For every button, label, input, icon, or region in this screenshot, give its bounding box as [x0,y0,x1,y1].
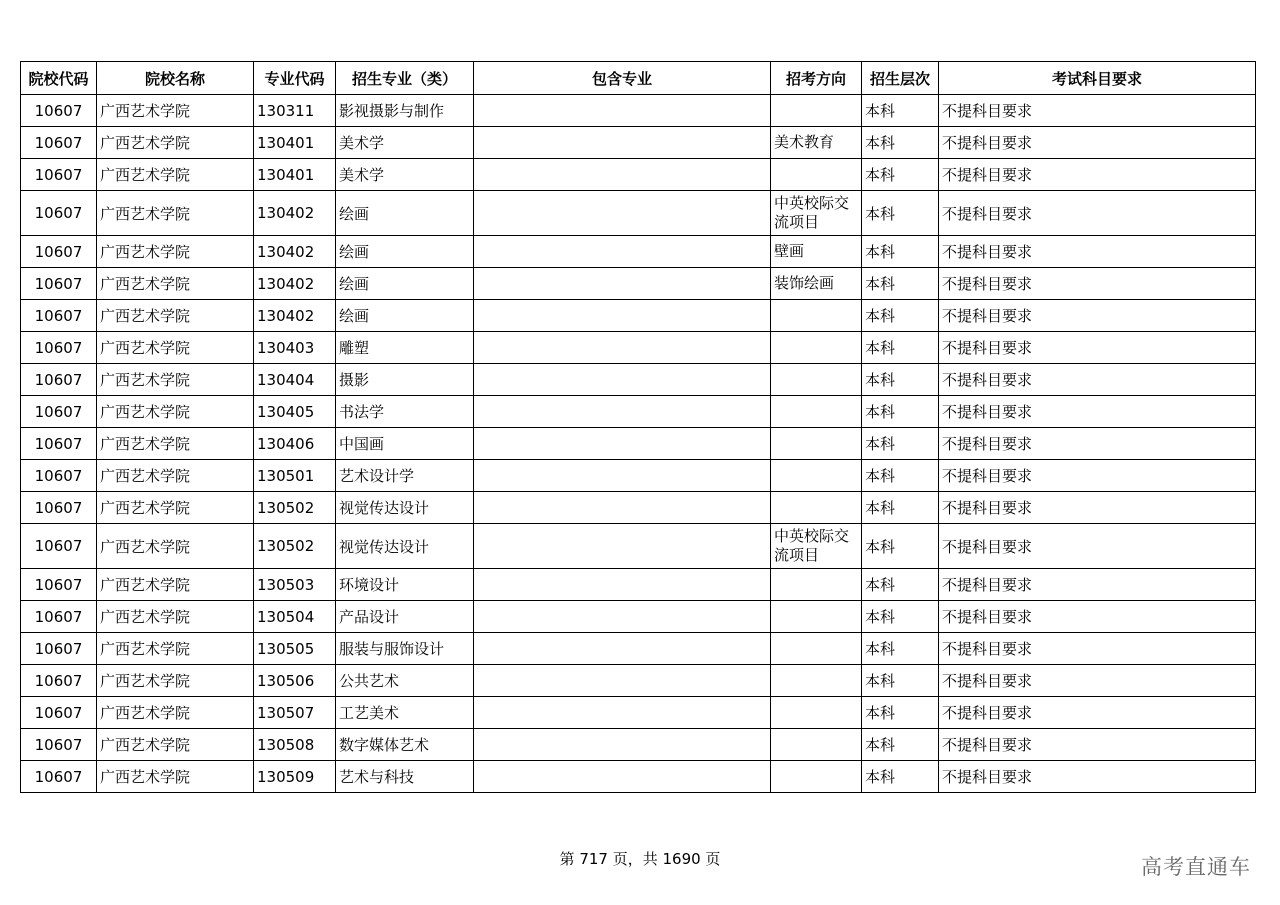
table-body [21,95,1256,793]
cell-major-code: 130401 [254,159,336,191]
cell-school-code: 10607 [21,633,97,665]
cell-school-code: 10607 [21,268,97,300]
cell-level: 本科 [862,633,939,665]
cell-school-code: 10607 [21,524,97,569]
cell-direction: 中英校际交流项目 [771,191,862,236]
cell-school-code: 10607 [21,396,97,428]
table-row [21,729,1256,761]
cell-major: 美术学 [336,127,474,159]
cell-school-code: 10607 [21,460,97,492]
table-row [21,460,1256,492]
cell-direction [771,633,862,665]
cell-level: 本科 [862,159,939,191]
header-included-majors: 包含专业 [474,62,771,95]
cell-level: 本科 [862,332,939,364]
cell-school-name: 广西艺术学院 [97,601,254,633]
cell-major-code: 130506 [254,665,336,697]
cell-major-code: 130507 [254,697,336,729]
table-row [21,665,1256,697]
cell-major: 绘画 [336,268,474,300]
cell-level: 本科 [862,191,939,236]
cell-major: 美术学 [336,159,474,191]
cell-school-name: 广西艺术学院 [97,492,254,524]
cell-major: 艺术与科技 [336,761,474,793]
cell-major-code: 130403 [254,332,336,364]
cell-level: 本科 [862,236,939,268]
cell-requirement: 不提科目要求 [939,159,1256,191]
cell-school-code: 10607 [21,332,97,364]
cell-requirement: 不提科目要求 [939,191,1256,236]
table-row [21,633,1256,665]
cell-requirement: 不提科目要求 [939,95,1256,127]
cell-school-code: 10607 [21,95,97,127]
table-row [21,268,1256,300]
cell-included-majors [474,492,771,524]
cell-school-code: 10607 [21,159,97,191]
cell-level: 本科 [862,428,939,460]
header-school-name: 院校名称 [97,62,254,95]
cell-requirement: 不提科目要求 [939,428,1256,460]
header-major: 招生专业（类） [336,62,474,95]
cell-major: 绘画 [336,236,474,268]
cell-major: 工艺美术 [336,697,474,729]
cell-included-majors [474,729,771,761]
cell-school-name: 广西艺术学院 [97,95,254,127]
cell-direction [771,492,862,524]
cell-school-name: 广西艺术学院 [97,396,254,428]
cell-level: 本科 [862,729,939,761]
cell-major: 影视摄影与制作 [336,95,474,127]
cell-major: 雕塑 [336,332,474,364]
watermark-logo-text: 高考直通车 [1141,855,1251,879]
cell-school-name: 广西艺术学院 [97,633,254,665]
cell-level: 本科 [862,300,939,332]
cell-major: 绘画 [336,191,474,236]
header-requirement: 考试科目要求 [939,62,1256,95]
cell-requirement: 不提科目要求 [939,460,1256,492]
cell-included-majors [474,95,771,127]
cell-school-code: 10607 [21,761,97,793]
cell-level: 本科 [862,569,939,601]
header-school-code: 院校代码 [21,62,97,95]
cell-major: 中国画 [336,428,474,460]
header-direction: 招考方向 [771,62,862,95]
cell-requirement: 不提科目要求 [939,127,1256,159]
cell-requirement: 不提科目要求 [939,761,1256,793]
cell-school-code: 10607 [21,236,97,268]
cell-major-code: 130509 [254,761,336,793]
cell-school-name: 广西艺术学院 [97,665,254,697]
cell-school-name: 广西艺术学院 [97,569,254,601]
page-number: 第 717 页，共 1690 页 [559,850,721,868]
cell-major-code: 130504 [254,601,336,633]
cell-school-code: 10607 [21,601,97,633]
cell-included-majors [474,300,771,332]
cell-included-majors [474,236,771,268]
table-row [21,492,1256,524]
cell-level: 本科 [862,492,939,524]
cell-level: 本科 [862,95,939,127]
cell-major-code: 130505 [254,633,336,665]
cell-major: 摄影 [336,364,474,396]
cell-school-name: 广西艺术学院 [97,761,254,793]
cell-school-name: 广西艺术学院 [97,697,254,729]
cell-requirement: 不提科目要求 [939,268,1256,300]
cell-level: 本科 [862,665,939,697]
cell-included-majors [474,665,771,697]
cell-requirement: 不提科目要求 [939,729,1256,761]
cell-included-majors [474,460,771,492]
table-row [21,428,1256,460]
cell-school-name: 广西艺术学院 [97,300,254,332]
cell-major-code: 130402 [254,300,336,332]
table-row [21,364,1256,396]
cell-school-name: 广西艺术学院 [97,127,254,159]
table-header-row [21,62,1256,95]
cell-school-code: 10607 [21,127,97,159]
cell-school-name: 广西艺术学院 [97,729,254,761]
cell-major-code: 130402 [254,268,336,300]
cell-school-name: 广西艺术学院 [97,428,254,460]
cell-school-code: 10607 [21,428,97,460]
cell-school-name: 广西艺术学院 [97,191,254,236]
cell-requirement: 不提科目要求 [939,236,1256,268]
table-row [21,332,1256,364]
cell-school-code: 10607 [21,697,97,729]
cell-major-code: 130503 [254,569,336,601]
cell-direction: 美术教育 [771,127,862,159]
cell-school-name: 广西艺术学院 [97,524,254,569]
cell-requirement: 不提科目要求 [939,569,1256,601]
cell-included-majors [474,633,771,665]
table-row [21,300,1256,332]
cell-major: 绘画 [336,300,474,332]
cell-requirement: 不提科目要求 [939,364,1256,396]
table-row [21,191,1256,236]
table-row [21,127,1256,159]
cell-school-code: 10607 [21,364,97,396]
cell-included-majors [474,524,771,569]
cell-major: 公共艺术 [336,665,474,697]
cell-major: 产品设计 [336,601,474,633]
cell-major: 视觉传达设计 [336,492,474,524]
cell-school-code: 10607 [21,191,97,236]
table-row [21,601,1256,633]
enrollment-table [20,61,1256,793]
table-row [21,396,1256,428]
table-row [21,569,1256,601]
cell-direction [771,300,862,332]
cell-school-code: 10607 [21,569,97,601]
cell-level: 本科 [862,460,939,492]
cell-direction [771,95,862,127]
cell-school-name: 广西艺术学院 [97,159,254,191]
cell-major-code: 130311 [254,95,336,127]
cell-level: 本科 [862,761,939,793]
cell-requirement: 不提科目要求 [939,492,1256,524]
cell-major-code: 130502 [254,524,336,569]
cell-requirement: 不提科目要求 [939,601,1256,633]
cell-included-majors [474,396,771,428]
cell-requirement: 不提科目要求 [939,633,1256,665]
cell-level: 本科 [862,524,939,569]
cell-major-code: 130406 [254,428,336,460]
cell-school-code: 10607 [21,729,97,761]
cell-direction [771,665,862,697]
cell-major-code: 130401 [254,127,336,159]
cell-included-majors [474,127,771,159]
cell-direction: 装饰绘画 [771,268,862,300]
cell-major: 书法学 [336,396,474,428]
cell-included-majors [474,364,771,396]
cell-direction [771,729,862,761]
cell-level: 本科 [862,396,939,428]
header-major-code: 专业代码 [254,62,336,95]
cell-major-code: 130402 [254,191,336,236]
cell-major-code: 130508 [254,729,336,761]
cell-major-code: 130404 [254,364,336,396]
cell-school-code: 10607 [21,492,97,524]
cell-school-name: 广西艺术学院 [97,332,254,364]
cell-included-majors [474,761,771,793]
cell-requirement: 不提科目要求 [939,396,1256,428]
cell-direction: 壁画 [771,236,862,268]
cell-included-majors [474,268,771,300]
cell-major: 艺术设计学 [336,460,474,492]
cell-included-majors [474,569,771,601]
cell-school-code: 10607 [21,665,97,697]
cell-direction [771,460,862,492]
cell-direction [771,159,862,191]
table-row [21,524,1256,569]
cell-school-name: 广西艺术学院 [97,364,254,396]
cell-included-majors [474,428,771,460]
cell-major: 数字媒体艺术 [336,729,474,761]
cell-direction [771,761,862,793]
cell-included-majors [474,697,771,729]
table-row [21,236,1256,268]
cell-major: 环境设计 [336,569,474,601]
header-level: 招生层次 [862,62,939,95]
cell-direction: 中英校际交流项目 [771,524,862,569]
cell-direction [771,396,862,428]
table-row [21,159,1256,191]
cell-requirement: 不提科目要求 [939,665,1256,697]
cell-level: 本科 [862,127,939,159]
cell-school-name: 广西艺术学院 [97,268,254,300]
cell-major-code: 130402 [254,236,336,268]
cell-direction [771,428,862,460]
cell-included-majors [474,159,771,191]
cell-level: 本科 [862,697,939,729]
cell-direction [771,601,862,633]
cell-major-code: 130405 [254,396,336,428]
cell-level: 本科 [862,364,939,396]
cell-requirement: 不提科目要求 [939,300,1256,332]
cell-major-code: 130501 [254,460,336,492]
table-row [21,761,1256,793]
cell-school-name: 广西艺术学院 [97,460,254,492]
cell-school-code: 10607 [21,300,97,332]
cell-included-majors [474,191,771,236]
cell-included-majors [474,332,771,364]
cell-school-name: 广西艺术学院 [97,236,254,268]
cell-direction [771,569,862,601]
table-row [21,697,1256,729]
cell-major: 服装与服饰设计 [336,633,474,665]
cell-requirement: 不提科目要求 [939,332,1256,364]
cell-included-majors [474,601,771,633]
cell-direction [771,697,862,729]
cell-level: 本科 [862,268,939,300]
cell-direction [771,332,862,364]
cell-requirement: 不提科目要求 [939,524,1256,569]
cell-major: 视觉传达设计 [336,524,474,569]
cell-requirement: 不提科目要求 [939,697,1256,729]
table-row [21,95,1256,127]
cell-level: 本科 [862,601,939,633]
cell-direction [771,364,862,396]
cell-major-code: 130502 [254,492,336,524]
